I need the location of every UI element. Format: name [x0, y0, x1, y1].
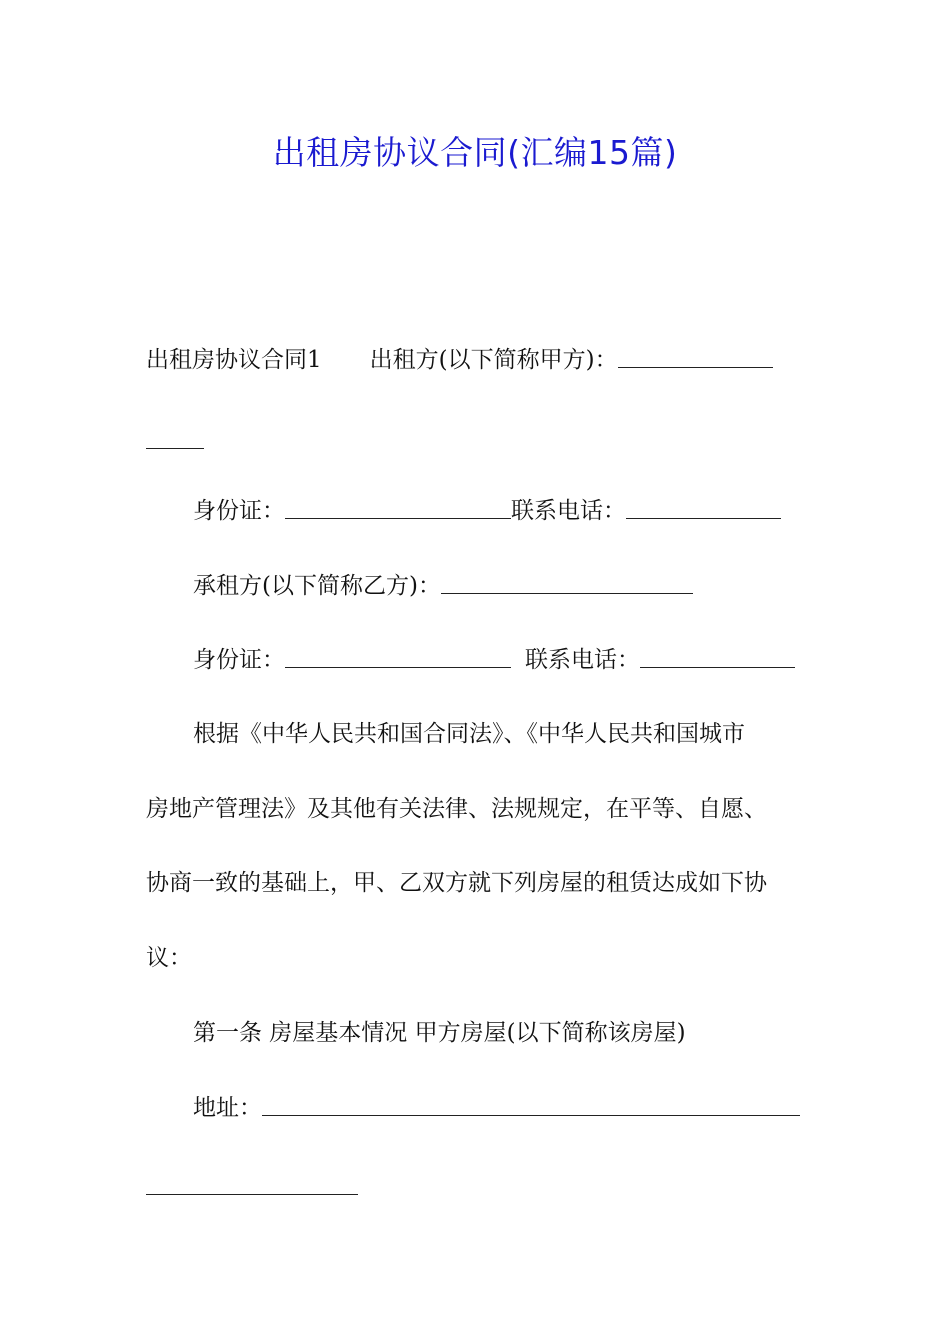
lessor-id-blank	[285, 517, 511, 519]
article-one: 第一条 房屋基本情况 甲方房屋(以下简称该房屋)	[193, 1020, 686, 1046]
line-lessor	[146, 343, 773, 377]
paragraph-line: 房地产管理法》及其他有关法律、法规规定，在平等、自愿、	[146, 796, 767, 822]
line-address	[193, 1091, 800, 1125]
line-lessee-id	[193, 643, 795, 677]
line-address-continuation	[146, 1170, 358, 1204]
document-title: 出租房协议合同(汇编15篇)	[272, 133, 678, 172]
lessor-blank-continued	[146, 447, 204, 449]
paragraph-line: 议：	[146, 945, 192, 971]
lessee-id-label: 身份证：	[193, 647, 285, 673]
lessor-phone-blank	[626, 517, 781, 519]
address-blank-continued	[146, 1193, 358, 1195]
contract-heading: 出租房协议合同1	[146, 347, 322, 373]
lessee-id-blank	[285, 666, 511, 668]
line-lessor-id	[193, 494, 781, 528]
paragraph-line: 根据《中华人民共和国合同法》、《中华人民共和国城市	[193, 721, 745, 747]
line-lessee	[193, 569, 693, 603]
address-blank	[262, 1114, 800, 1116]
lessee-label: 承租方(以下简称乙方)：	[193, 573, 441, 599]
paragraph-line: 协商一致的基础上，甲、乙双方就下列房屋的租赁达成如下协	[146, 870, 767, 896]
address-label: 地址：	[193, 1095, 262, 1121]
lessor-phone-label: 联系电话：	[511, 498, 626, 524]
line-lessor-continuation	[146, 424, 204, 458]
lessee-phone-blank	[640, 666, 795, 668]
lessor-id-label: 身份证：	[193, 498, 285, 524]
lessee-blank	[441, 592, 693, 594]
lessee-phone-label: 联系电话：	[525, 647, 640, 673]
lessor-label: 出租方(以下简称甲方)：	[369, 347, 618, 373]
lessor-blank	[618, 366, 773, 368]
